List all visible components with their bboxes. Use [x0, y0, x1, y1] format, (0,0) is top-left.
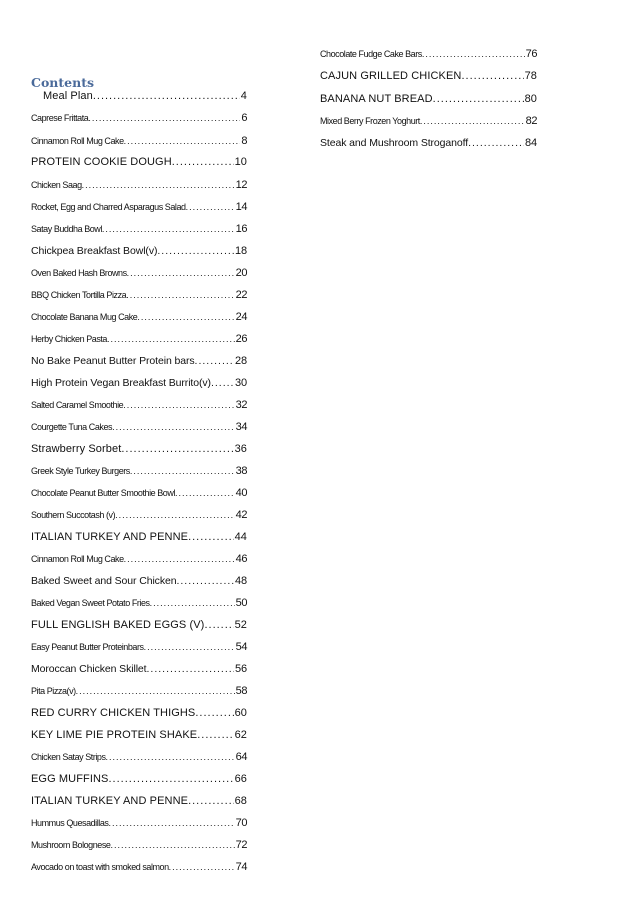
toc-entry: [320, 93, 537, 105]
toc-entry-page-number: 38: [235, 465, 247, 477]
toc-entry: [31, 355, 247, 367]
toc-entry-title: Oven Baked Hash Browns: [31, 268, 127, 278]
toc-entry: [31, 333, 247, 345]
toc-entry-title: Meal Plan: [43, 90, 93, 102]
toc-entry-page-number: 58: [235, 685, 247, 697]
dot-leader: [176, 575, 233, 587]
toc-entry-page-number: 68: [234, 795, 247, 807]
contents-heading: Contents: [31, 75, 95, 90]
dot-leader: [420, 116, 525, 126]
dot-leader: [124, 554, 235, 564]
toc-entry-page-number: 22: [235, 289, 247, 301]
toc-entry: [31, 707, 247, 719]
toc-entry-title: Courgette Tuna Cakes: [31, 422, 113, 432]
toc-entry-page-number: 10: [234, 156, 247, 168]
toc-entry-title: ITALIAN TURKEY AND PENNE: [31, 795, 189, 807]
toc-entry-title: Hummus Quesadillas: [31, 818, 109, 828]
toc-entry: [31, 156, 247, 168]
toc-entry-title: Chicken Satay Strips: [31, 752, 106, 762]
toc-entry-title: BBQ Chicken Tortilla Pizza: [31, 290, 127, 300]
toc-entry-page-number: 4: [240, 90, 247, 102]
toc-entry-title: RED CURRY CHICKEN THIGHS: [31, 707, 196, 719]
dot-leader: [433, 93, 524, 105]
dot-leader: [82, 180, 235, 190]
toc-entry-page-number: 20: [235, 267, 247, 279]
dot-leader: [124, 136, 241, 146]
toc-entry: [31, 443, 247, 455]
toc-entry-page-number: 48: [234, 575, 247, 587]
toc-entry: [31, 421, 247, 433]
toc-entry: [31, 289, 247, 301]
dot-leader: [144, 642, 235, 652]
toc-entry: [31, 311, 247, 323]
toc-entry: [31, 267, 247, 279]
toc-entry-page-number: 50: [235, 597, 247, 609]
dot-leader: [126, 290, 234, 300]
dot-leader: [106, 752, 235, 762]
toc-entry-title: No Bake Peanut Butter Protein bars: [31, 355, 195, 367]
toc-entry-title: Pita Pizza(v): [31, 686, 76, 696]
toc-entry-page-number: 40: [235, 487, 247, 499]
toc-entry: [31, 751, 247, 763]
dot-leader: [130, 466, 235, 476]
dot-leader: [172, 156, 234, 168]
dot-leader: [121, 443, 233, 455]
toc-entry-page-number: 80: [524, 93, 537, 105]
dot-leader: [186, 202, 235, 212]
dot-leader: [102, 224, 235, 234]
toc-entry-page-number: 60: [234, 707, 247, 719]
toc-entry-title: Baked Vegan Sweet Potato Fries: [31, 598, 150, 608]
toc-entry: [31, 773, 247, 785]
toc-entry-title: Cinnamon Roll Mug Cake: [31, 554, 124, 564]
toc-entry-title: Easy Peanut Butter Proteinbars: [31, 642, 144, 652]
toc-entry-page-number: 28: [234, 355, 247, 367]
toc-entry-title: Cinnamon Roll Mug Cake: [31, 136, 124, 146]
toc-entry: [31, 663, 247, 675]
dot-leader: [112, 422, 235, 432]
toc-entry-title: Steak and Mushroom Stroganoff: [320, 137, 469, 149]
toc-entry-title: Chocolate Fudge Cake Bars: [320, 49, 422, 59]
toc-entry-page-number: 82: [525, 115, 537, 127]
toc-entry: [31, 575, 247, 587]
toc-entry: [31, 112, 247, 124]
toc-entry-title: Chickpea Breakfast Bowl(v): [31, 245, 158, 257]
toc-entry-title: FULL ENGLISH BAKED EGGS (V): [31, 619, 205, 631]
toc-entry-title: Satay Buddha Bowl: [31, 224, 102, 234]
dot-leader: [109, 773, 234, 785]
dot-leader: [197, 729, 233, 741]
dot-leader: [76, 686, 235, 696]
toc-entry: [31, 179, 247, 191]
toc-entry-title: Caprese Frittata: [31, 113, 89, 123]
dot-leader: [188, 531, 234, 543]
toc-entry-page-number: 32: [235, 399, 247, 411]
dot-leader: [127, 268, 235, 278]
toc-entry-page-number: 34: [235, 421, 247, 433]
toc-entry-page-number: 8: [241, 135, 247, 147]
toc-entry: [43, 90, 247, 102]
toc-entry-page-number: 46: [235, 553, 247, 565]
toc-entry-title: Chicken Saag: [31, 180, 82, 190]
toc-entry-title: Rocket, Egg and Charred Asparagus Salad: [31, 202, 186, 212]
toc-entry: [31, 861, 247, 873]
toc-entry: [320, 137, 537, 149]
dot-leader: [195, 355, 234, 367]
dot-leader: [93, 90, 240, 102]
dot-leader: [123, 400, 234, 410]
toc-entry-title: PROTEIN COOKIE DOUGH: [31, 156, 172, 168]
toc-entry-title: Herby Chicken Pasta: [31, 334, 107, 344]
toc-entry-page-number: 16: [235, 223, 247, 235]
toc-entry-title: Strawberry Sorbet: [31, 443, 122, 455]
toc-entry-title: EGG MUFFINS: [31, 773, 109, 785]
dot-leader: [175, 488, 235, 498]
toc-entry: [320, 48, 537, 60]
toc-entry-title: Chocolate Peanut Butter Smoothie Bowl: [31, 488, 175, 498]
dot-leader: [107, 334, 235, 344]
dot-leader: [169, 862, 235, 872]
toc-entry: [320, 115, 537, 127]
toc-entry-title: Avocado on toast with smoked salmon: [31, 862, 169, 872]
dot-leader: [195, 707, 233, 719]
toc-entry-page-number: 24: [235, 311, 247, 323]
toc-entry-page-number: 26: [235, 333, 247, 345]
toc-entry-title: Moroccan Chicken Skillet: [31, 663, 147, 675]
toc-entry-page-number: 56: [234, 663, 247, 675]
toc-entry: [31, 509, 247, 521]
toc-entry: [31, 487, 247, 499]
toc-entry-page-number: 44: [234, 531, 247, 543]
toc-entry: [31, 245, 247, 257]
toc-entry-page-number: 78: [524, 70, 537, 82]
dot-leader: [108, 818, 234, 828]
toc-entry-page-number: 36: [234, 443, 247, 455]
toc-entry: [31, 399, 247, 411]
toc-entry: [31, 223, 247, 235]
dot-leader: [137, 312, 234, 322]
toc-entry: [31, 685, 247, 697]
toc-entry-page-number: 42: [235, 509, 247, 521]
toc-entry: [31, 597, 247, 609]
toc-entry-page-number: 12: [235, 179, 247, 191]
toc-entry-page-number: 54: [235, 641, 247, 653]
toc-entry: [31, 839, 247, 851]
dot-leader: [88, 113, 240, 123]
toc-entry-page-number: 76: [525, 48, 537, 60]
dot-leader: [461, 70, 523, 82]
dot-leader: [157, 245, 234, 257]
toc-entry-title: Mushroom Bolognese: [31, 840, 111, 850]
toc-entry: [31, 795, 247, 807]
dot-leader: [115, 510, 235, 520]
dot-leader: [146, 663, 233, 675]
dot-leader: [211, 377, 234, 389]
toc-entry: [31, 465, 247, 477]
toc-entry-page-number: 84: [524, 137, 537, 149]
toc-entry: [31, 135, 247, 147]
toc-entry-page-number: 66: [234, 773, 247, 785]
dot-leader: [204, 619, 233, 631]
toc-entry: [320, 70, 537, 82]
toc-entry-title: ITALIAN TURKEY AND PENNE: [31, 531, 189, 543]
toc-entry: [31, 377, 247, 389]
dot-leader: [422, 49, 525, 59]
toc-entry: [31, 531, 247, 543]
dot-leader: [468, 137, 524, 149]
toc-entry: [31, 201, 247, 213]
dot-leader: [110, 840, 234, 850]
toc-entry: [31, 817, 247, 829]
toc-entry-title: BANANA NUT BREAD: [320, 93, 433, 105]
toc-entry-title: Greek Style Turkey Burgers: [31, 466, 130, 476]
toc-entry-title: CAJUN GRILLED CHICKEN: [320, 70, 462, 82]
toc-entry-page-number: 62: [234, 729, 247, 741]
toc-entry-title: Mixed Berry Frozen Yoghurt: [320, 116, 420, 126]
toc-entry-title: Baked Sweet and Sour Chicken: [31, 575, 177, 587]
toc-entry: [31, 729, 247, 741]
toc-entry-title: High Protein Vegan Breakfast Burrito(v): [31, 377, 211, 389]
toc-entry-page-number: 64: [235, 751, 247, 763]
toc-entry-title: Chocolate Banana Mug Cake: [31, 312, 138, 322]
toc-entry-page-number: 30: [234, 377, 247, 389]
toc-entry-title: Southern Succotash (v): [31, 510, 116, 520]
toc-entry-page-number: 52: [234, 619, 247, 631]
toc-entry: [31, 553, 247, 565]
toc-entry-title: Salted Caramel Smoothie: [31, 400, 124, 410]
dot-leader: [188, 795, 234, 807]
toc-entry: [31, 641, 247, 653]
toc-entry-title: KEY LIME PIE PROTEIN SHAKE: [31, 729, 198, 741]
toc-entry-page-number: 18: [234, 245, 247, 257]
toc-entry-page-number: 6: [241, 112, 247, 124]
toc-entry-page-number: 74: [235, 861, 247, 873]
toc-entry: [31, 619, 247, 631]
dot-leader: [150, 598, 235, 608]
toc-entry-page-number: 72: [235, 839, 247, 851]
toc-entry-page-number: 70: [235, 817, 247, 829]
toc-entry-page-number: 14: [235, 201, 247, 213]
